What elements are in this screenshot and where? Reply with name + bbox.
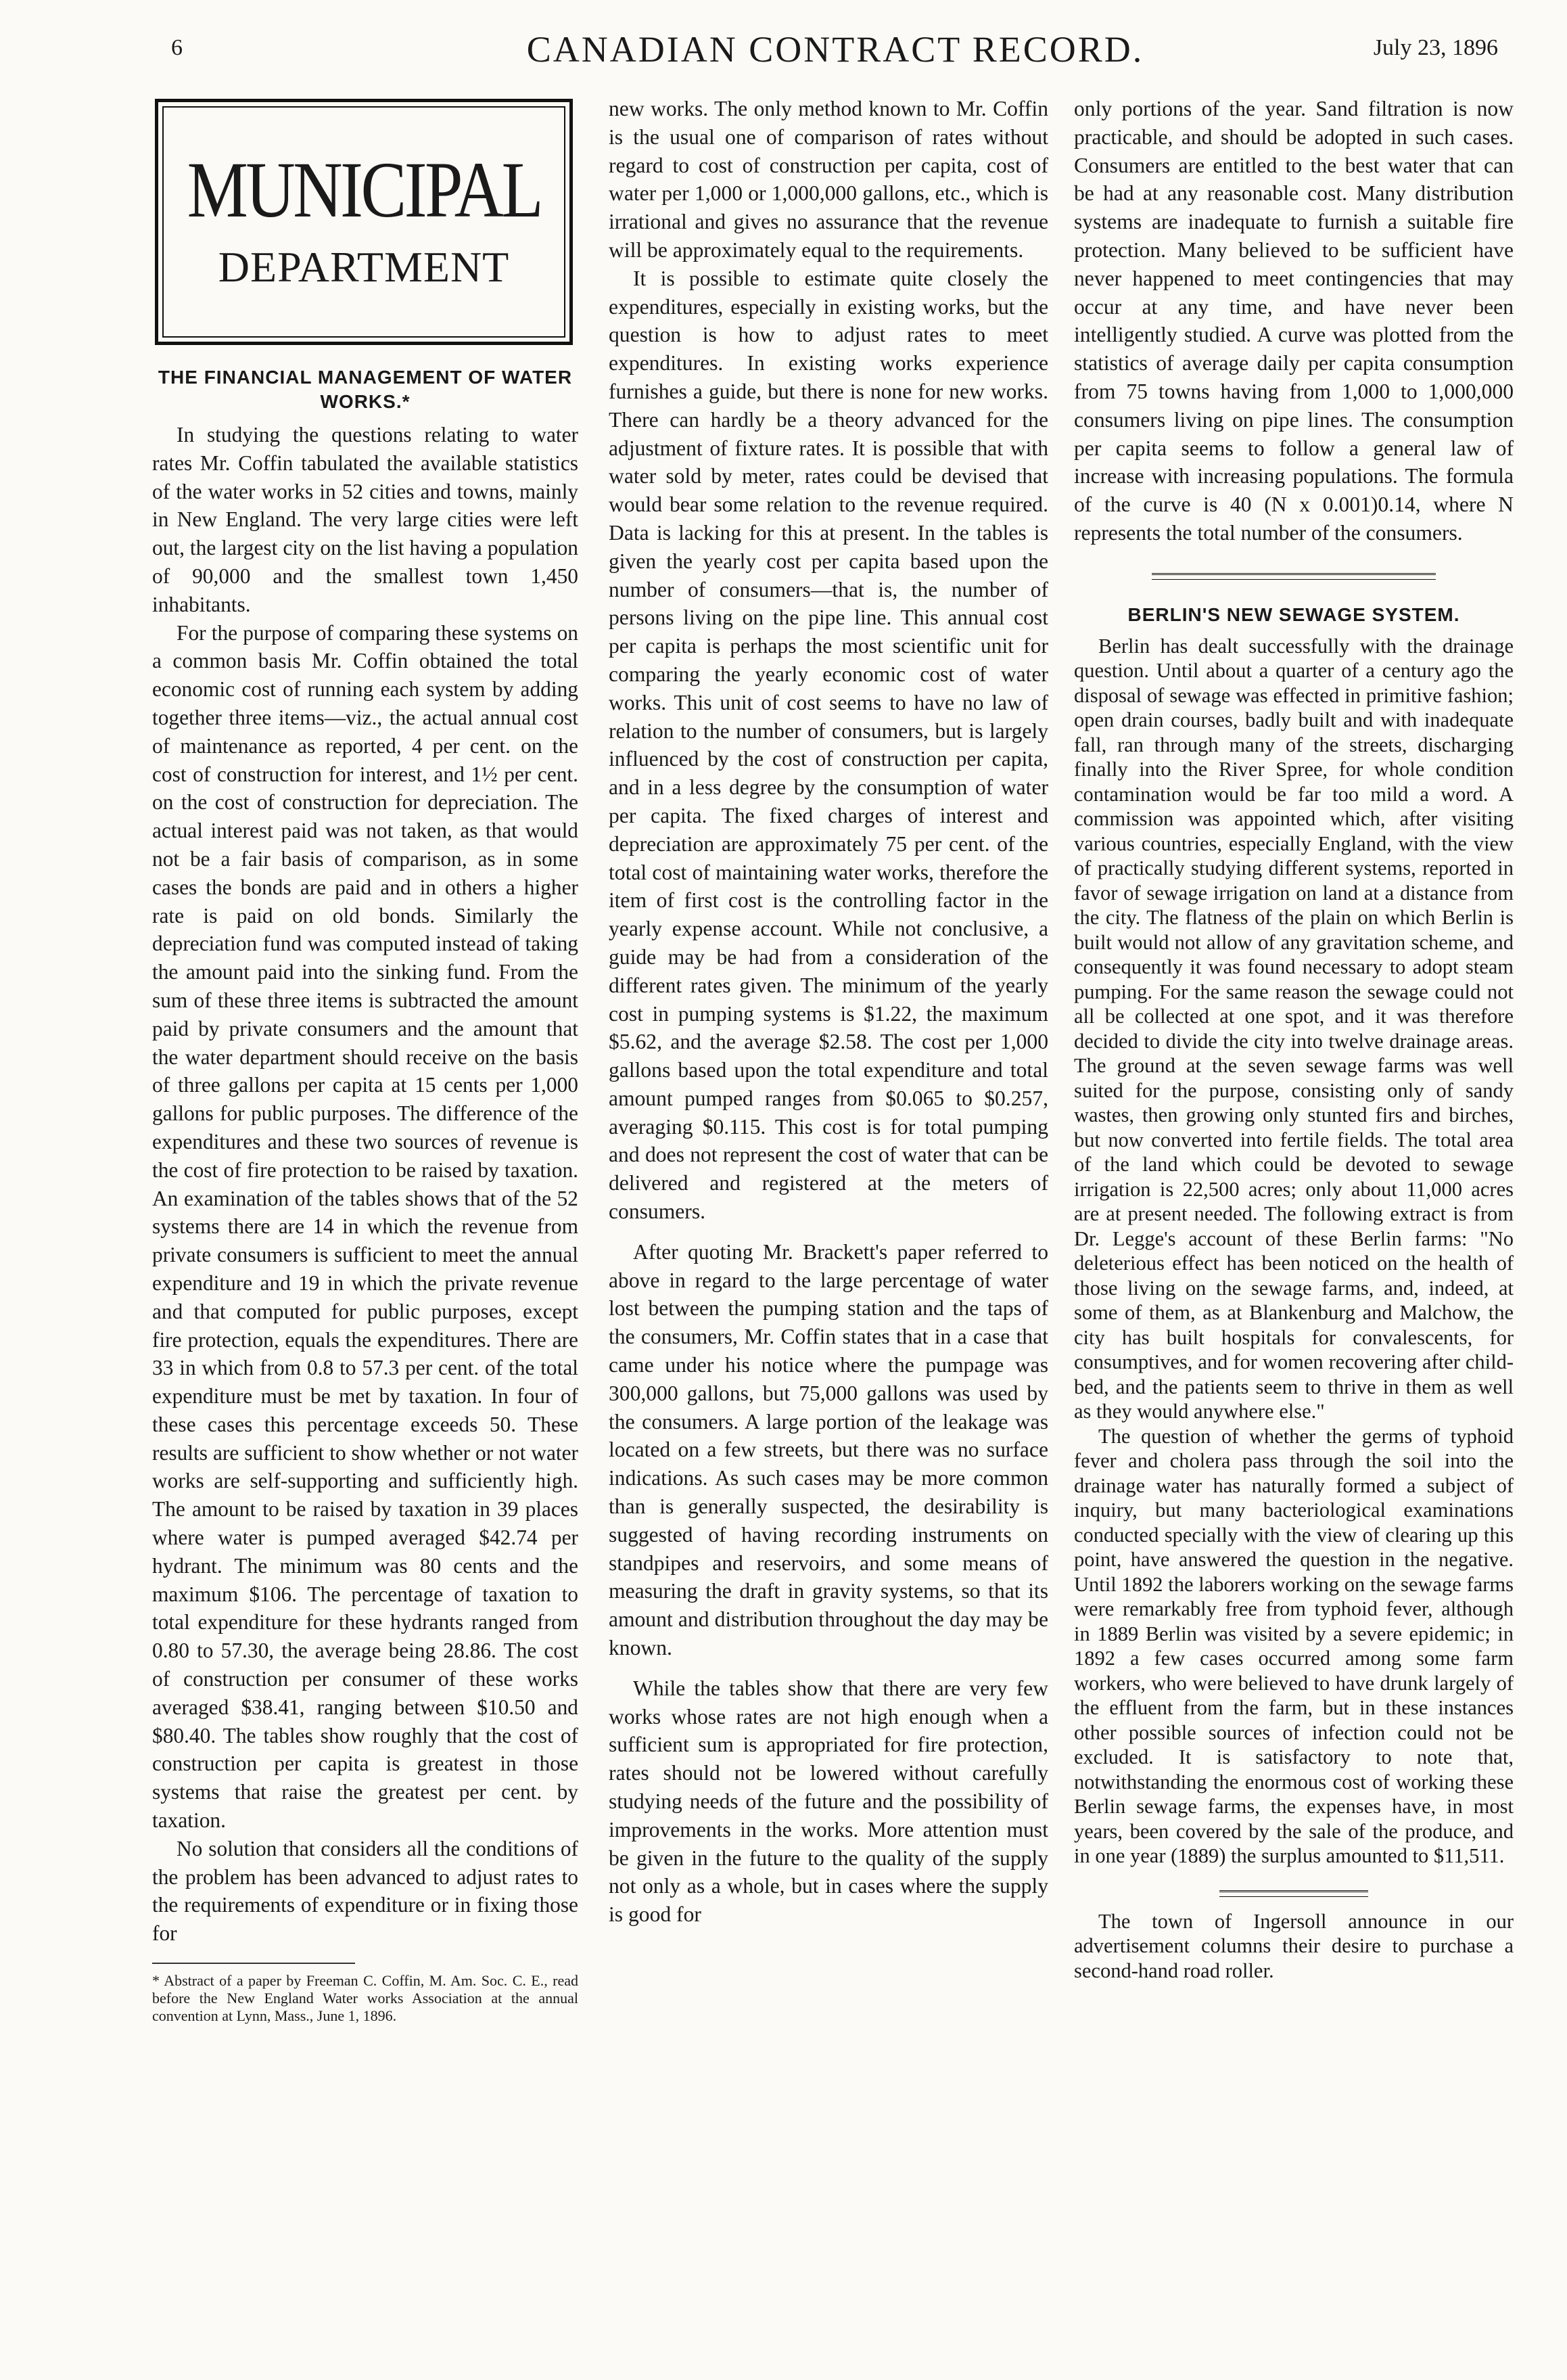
- notice-paragraph: The town of Ingersoll announce in our advertisement columns their desire to purchase a second-hand road roller.: [1074, 1909, 1514, 1982]
- paragraph: After quoting Mr. Brackett's paper referred to above in regard to the large percentage of water lost between the pumping station and the taps of the consumers, Mr. Coffin states that in a case that came under his notice where the pumpage was 300,000 gallons, but 75,000 gallons was used by the consumers. A large portion of the leakage was located on a few streets, but there was no surface indications. As such cases may be more common than is generally suspected, the desirability is suggested of having recording instruments on standpipes and reservoirs, and some means of measuring the draft in gravity systems, so that its amount and distribution throughout the day may be known.: [609, 1239, 1048, 1660]
- paragraph: For the purpose of comparing these systems on a common basis Mr. Coffin obtained the total economic cost of running each system by adding together three items—viz., the actual annual cost of maintenance as reported, 4 per cent. on the cost of construction for interest, and 1½ per cent. on the cost of construction for depreciation. The actual interest paid was not taken, as that would not be a fair basis of comparison, as in some cases the bonds are paid and in others a higher rate is paid on old bonds. Similarly the depreciation fund was computed instead of taking the amount paid into the sinking fund. From the sum of these three items is subtracted the amount paid by private consumers and the amount that the water department should receive on the basis of three gallons per capita at 15 cents per 1,000 gallons for public purposes. The difference of the expenditures and these two sources of revenue is the cost of fire protection to be raised by taxation. An examination of the tables shows that of the 52 systems there are 14 in which the revenue from private consumers is sufficient to meet the annual expenditure and 19 in which the private revenue and that computed for public purposes, except fire protection, equals the expenditures. There are 33 in which from 0.8 to 57.3 per cent. of the total expenditure must be met by taxation. In four of these cases this percentage exceeds 50. These results are sufficient to show whether or not water works are self-supporting and sufficiently high. The amount to be raised by taxation in 39 places where water is pumped averaged $42.74 per hydrant. The minimum was 80 cents and the maximum $106. The percentage of taxation to total expenditure for these hydrants ranged from 0.80 to 57.30, the average being 28.86. The cost of construction per consumer of these works averaged $38.41, ranging between $10.50 and $80.40. The tables show roughly that the cost of construction per capita is greatest in those systems that raise the greatest per cent. by taxation.: [152, 620, 578, 1833]
- page-header: [152, 27, 1518, 81]
- column-3: [1074, 95, 1514, 1983]
- paragraph: Berlin has dealt successfully with the drainage question. Until about a quarter of a century ago the disposal of sewage was effected in primitive fashion; open drain courses, badly built and with inadequate fall, ran through many of the streets, discharging finally into the River Spree, for whole condition contamination would be far too mild a word. A commission was appointed which, after visiting various countries, especially England, with the view of practically studying different systems, reported in favor of sewage irrigation on land at a distance from the city. The flatness of the plain on which Berlin is built would not allow of any gravitation scheme, and consequently it was found necessary to adopt steam pumping. For the same reason the sewage could not all be collected at one spot, and it was therefore decided to divide the city into twelve drainage areas. The ground at the seven sewage farms was well suited for the purpose, consisting only of sandy wastes, then growing only stunted firs and birches, but now converted into fertile fields. The total area of the land which could be devoted to sewage irrigation is 22,500 acres; only about 11,000 acres are at present needed. The following extract is from Dr. Legge's account of these Berlin farms: "No deleterious effect has been noticed on the health of those living on the sewage farms, and, indeed, at some of them, as at Blankenburg and Malchow, the city has built hospitals for convalescents, for consumptives, and for women recovering after child-bed, and the patients seem to thrive in them as well as they would anywhere else.": [1074, 634, 1514, 1423]
- footnote: * Abstract of a paper by Freeman C. Coffin, M. Am. Soc. C. E., read before the New England Water works Association at the annual convention at Lynn, Mass., June 1, 1896.: [152, 1972, 578, 2025]
- footnote-rule: [152, 1963, 355, 1968]
- department-title-line1: MUNICIPAL: [187, 145, 541, 234]
- article-heading: THE FINANCIAL MANAGEMENT OF WATER WORKS.*: [158, 367, 573, 412]
- paragraph: No solution that considers all the conditions of the problem has been advanced to adjust rates to the requirements of expenditure or in fixing those for: [152, 1836, 578, 1946]
- paragraph: In studying the questions relating to water rates Mr. Coffin tabulated the available statistics of the water works in 52 cities and towns, mainly in New England. The very large cities were left out, the largest city on the list having a population of 90,000 and the smallest town 1,450 inhabitants.: [152, 423, 578, 616]
- issue-date: July 23, 1896: [1373, 35, 1498, 60]
- berlin-article: [1074, 634, 1514, 1984]
- paragraph: The question of whether the germs of typhoid fever and cholera pass through the soil into the drainage water has naturally formed a subject of inquiry, but many bacteriological examinations conducted specially with the view of clearing up this point, have answered the question in the negative. Until 1892 the laborers working on the sewage farms were remarkably free from typhoid fever, although in 1889 Berlin was visited by a severe epidemic; in 1892 a few cases occurred among some farm workers, who were believed to have drunk largely of the effluent from the farm, but in these instances other possible sources of infection could not be excluded. It is satisfactory to note that, notwithstanding the enormous cost of working these Berlin sewage farms, the expenses have, in most years, been covered by the sale of the produce, and in one year (1889) the surplus amounted to $11,511.: [1074, 1424, 1514, 1868]
- section-divider: [1152, 573, 1436, 580]
- page-number: 6: [171, 35, 183, 60]
- section-divider: [1219, 1890, 1368, 1897]
- column-2: [609, 95, 1048, 1929]
- publication-title: CANADIAN CONTRACT RECORD.: [526, 29, 1144, 70]
- column-1: [152, 95, 578, 2025]
- article-heading: BERLIN'S NEW SEWAGE SYSTEM.: [1127, 603, 1460, 625]
- paragraph: only portions of the year. Sand filtration is now practicable, and should be adopted in such cases. Consumers are entitled to the best water that can be had at any reasonable cost. Many distribution systems are inadequate to furnish a suitable fire protection. Many believed to be sufficient have never happened to meet contingencies that may occur at any time, and have never been intelligently studied. A curve was plotted from the statistics of average daily per capita consumption from 75 towns having from 1,000 to 1,000,000 consumers living on pipe lines. The consumption per capita seems to follow a general law of increase with increasing populations. The formula of the curve is 40 (N x 0.001)0.14, where N represents the total number of the consumers.: [1074, 97, 1514, 545]
- paragraph: It is possible to estimate quite closely the expenditures, especially in existing works, but the question is how to adjust rates to meet expenditures. In existing works experience furnishes a guide, but there is none for new works. There can hardly be a theory advanced for the adjustment of fixture rates. It is possible that with water sold by meter, rates could be devised that would bear some relation to the revenue required. Data is lacking for this at present. In the tables is given the yearly cost per capita based upon the number of consumers—that is, the number of persons living on the pipe line. This annual cost per capita is perhaps the most scientific unit for comparing the yearly economic cost of water works. This unit of cost seems to have no law of relation to the number of consumers, but is largely influenced by the cost of construction per capita, and in a less degree by the consumption of water per capita. The fixed charges of interest and depreciation are approximately 75 per cent. of the total cost of maintaining water works, therefore the item of first cost is the controlling factor in the yearly expense account. While not conclusive, a guide may be had from a consideration of the different rates given. The minimum of the yearly cost in pumping systems is $1.22, the maximum $5.62, and the average $2.58. The cost per 1,000 gallons based upon the total expenditure and total amount pumped ranges from $0.065 to $0.257, averaging $0.115. This cost is for total pumping and does not represent the cost of water that can be delivered and registered at the meters of consumers.: [609, 266, 1048, 1224]
- paragraph: new works. The only method known to Mr. Coffin is the usual one of comparison of rates without regard to cost of construction per capita, cost of water per 1,000 or 1,000,000 gallons, etc., which is irrational and gives no assurance that the revenue will be approximately equal to the requirements.: [609, 97, 1048, 262]
- department-title-line2: DEPARTMENT: [218, 243, 510, 291]
- department-banner: [155, 99, 573, 345]
- paragraph: While the tables show that there are very few works whose rates are not high enough when a sufficient sum is appropriated for fire protection, rates should not be lowered without carefully studying needs of the future and the possibility of improvements in the works. More attention must be given in the future to the quality of the supply not only as a whole, but in cases where the supply is good for: [609, 1676, 1048, 1927]
